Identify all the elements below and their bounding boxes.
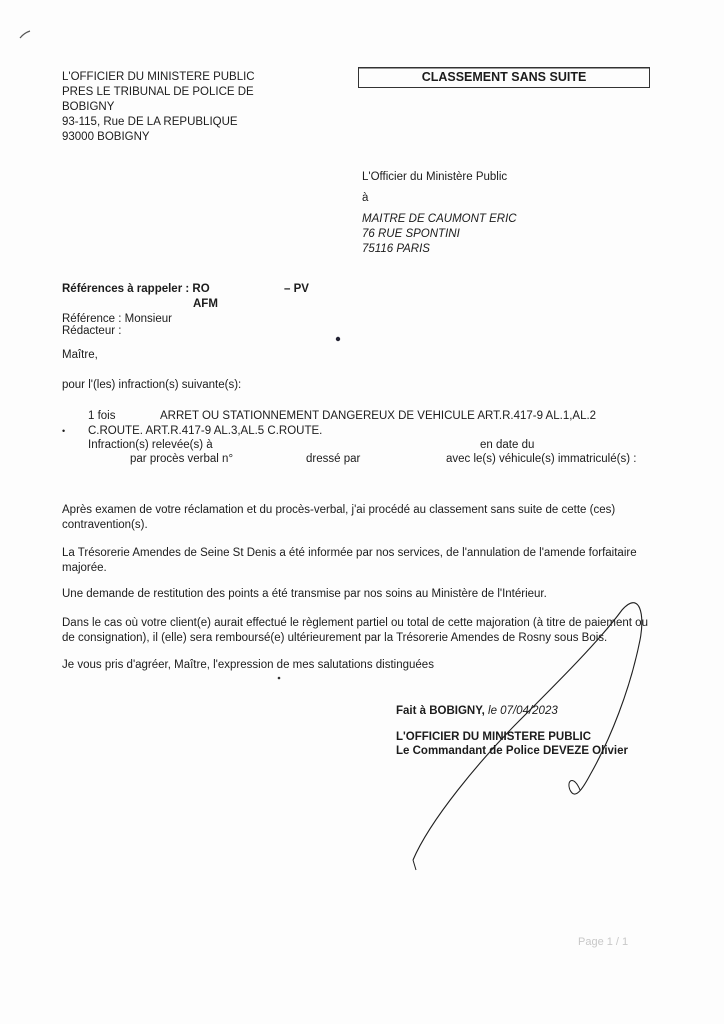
infraction-desc-line2: C.ROUTE. ART.R.417-9 AL.3,AL.5 C.ROUTE. — [88, 425, 323, 437]
recipient-street: 76 RUE SPONTINI — [362, 228, 460, 240]
paragraph-examen: Après examen de votre réclamation et du procès-verbal, j'ai procédé au classement sans suite de cette (ces) contravention(s). — [62, 504, 616, 531]
paragraph-salutations: Je vous pris d'agréer, Maître, l'expression de mes salutations distinguées — [62, 659, 434, 671]
sender-line: BOBIGNY — [62, 101, 115, 113]
references-afm: AFM — [193, 298, 218, 310]
signature-place: Fait à BOBIGNY, — [396, 705, 485, 717]
intro-line: pour l'(les) infraction(s) suivante(s): — [62, 379, 242, 391]
paragraph-points: Une demande de restitution des points a été transmise par nos soins au Ministère de l'Intérieur. — [62, 588, 547, 600]
infraction-vehicule: avec le(s) véhicule(s) immatriculé(s) : — [446, 453, 637, 465]
bullet-icon: • — [62, 426, 66, 436]
salutation: Maître, — [62, 349, 98, 361]
signature-date: le 07/04/2023 — [488, 705, 558, 717]
infraction-en-date: en date du — [480, 439, 535, 451]
recipient-from: L'Officier du Ministère Public — [362, 171, 508, 183]
infraction-desc-line1: ARRET OU STATIONNEMENT DANGEREUX DE VEHICULE ART.R.417-9 AL.1,AL.2 — [160, 410, 597, 422]
infraction-count: 1 fois — [88, 410, 116, 422]
sender-line: PRES LE TRIBUNAL DE POLICE DE — [62, 86, 254, 98]
infraction-pv: par procès verbal n° — [130, 453, 234, 465]
page-number: Page 1 / 1 — [578, 936, 629, 948]
signature-name: Le Commandant de Police DEVEZE Olivier — [396, 745, 628, 757]
infraction-releve: Infraction(s) relevée(s) à — [88, 439, 213, 451]
redacteur-line: Rédacteur : — [62, 325, 122, 337]
sender-line: L'OFFICIER DU MINISTERE PUBLIC — [62, 71, 255, 83]
sender-line: 93000 BOBIGNY — [62, 131, 150, 143]
paragraph-remboursement: Dans le cas où votre client(e) aurait effectué le règlement partiel ou total de cette majoration (à titre de paiement ou de consignation), il (elle) sera remboursé(e) ultérieurement par la Trésorerie Amendes de Rosny sous Bois. — [62, 617, 648, 644]
infraction-dresse: dressé par — [306, 453, 361, 465]
sender-line: 93-115, Rue DE LA REPUBLIQUE — [62, 116, 238, 128]
references-pv: – PV — [284, 283, 309, 295]
signature-title: L'OFFICIER DU MINISTERE PUBLIC — [396, 731, 592, 743]
recipient-city: 75116 PARIS — [362, 243, 430, 255]
paragraph-tresorerie: La Trésorerie Amendes de Seine St Denis a été informée par nos services, de l'annulation de l'amende forfaitaire majorée. — [62, 547, 637, 574]
recipient-name: MAITRE DE CAUMONT ERIC — [362, 213, 517, 225]
recipient-to-word: à — [362, 192, 369, 204]
reference-line: Référence : Monsieur — [62, 313, 172, 325]
references-label: Références à rappeler : RO — [62, 283, 210, 295]
document-title: CLASSEMENT SANS SUITE — [358, 67, 650, 88]
